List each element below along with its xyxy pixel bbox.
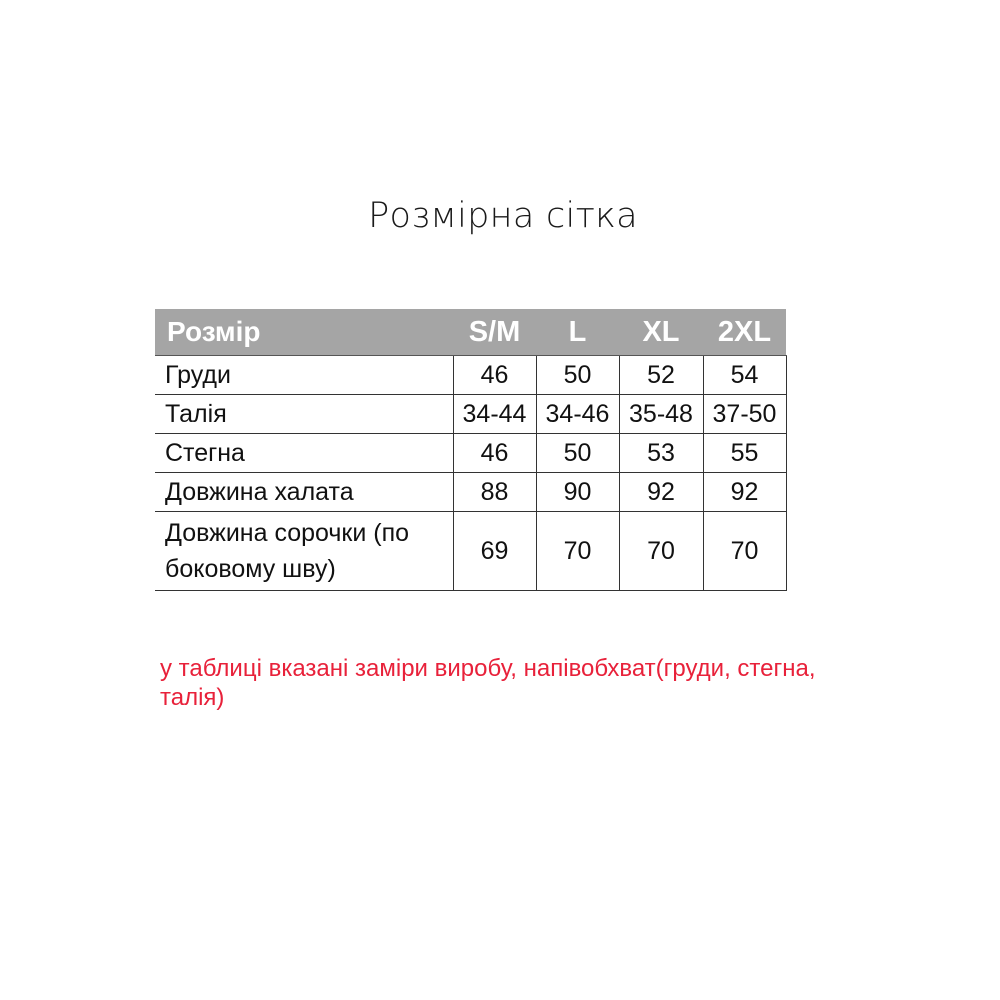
header-cell-size: Розмір	[155, 309, 453, 356]
table-row	[155, 395, 786, 434]
table-cell: 37-50	[703, 395, 786, 434]
row-label-hips: Стегна	[155, 434, 453, 473]
table-cell: 53	[619, 434, 703, 473]
table-cell: 52	[619, 356, 703, 395]
row-label-chest: Груди	[155, 356, 453, 395]
table-row	[155, 434, 786, 473]
table-cell: 46	[453, 356, 536, 395]
table-cell: 70	[619, 512, 703, 591]
table-cell: 90	[536, 473, 619, 512]
table-cell: 34-44	[453, 395, 536, 434]
table-cell: 70	[703, 512, 786, 591]
row-label-waist: Талія	[155, 395, 453, 434]
table-cell: 69	[453, 512, 536, 591]
table-cell: 92	[703, 473, 786, 512]
size-chart-table	[155, 309, 787, 591]
table-cell: 70	[536, 512, 619, 591]
row-label-nightgown-length: Довжина сорочки (по боковому шву)	[155, 512, 453, 591]
header-cell-l: L	[536, 309, 619, 356]
header-cell-xl: XL	[619, 309, 703, 356]
table-cell: 92	[619, 473, 703, 512]
header-cell-2xl: 2XL	[703, 309, 786, 356]
page-title: Розмірна сітка	[368, 196, 638, 236]
header-cell-sm: S/M	[453, 309, 536, 356]
table-cell: 34-46	[536, 395, 619, 434]
table-cell: 35-48	[619, 395, 703, 434]
table-row	[155, 512, 786, 591]
table-cell: 55	[703, 434, 786, 473]
table-cell: 88	[453, 473, 536, 512]
row-label-robe-length: Довжина халата	[155, 473, 453, 512]
table-cell: 54	[703, 356, 786, 395]
table-row	[155, 473, 786, 512]
table-cell: 50	[536, 434, 619, 473]
measurement-note: у таблиці вказані заміри виробу, напівобхват(груди, стегна, талія)	[160, 655, 816, 711]
table-cell: 46	[453, 434, 536, 473]
table-cell: 50	[536, 356, 619, 395]
table-header-row	[155, 309, 786, 356]
table-row	[155, 356, 786, 395]
